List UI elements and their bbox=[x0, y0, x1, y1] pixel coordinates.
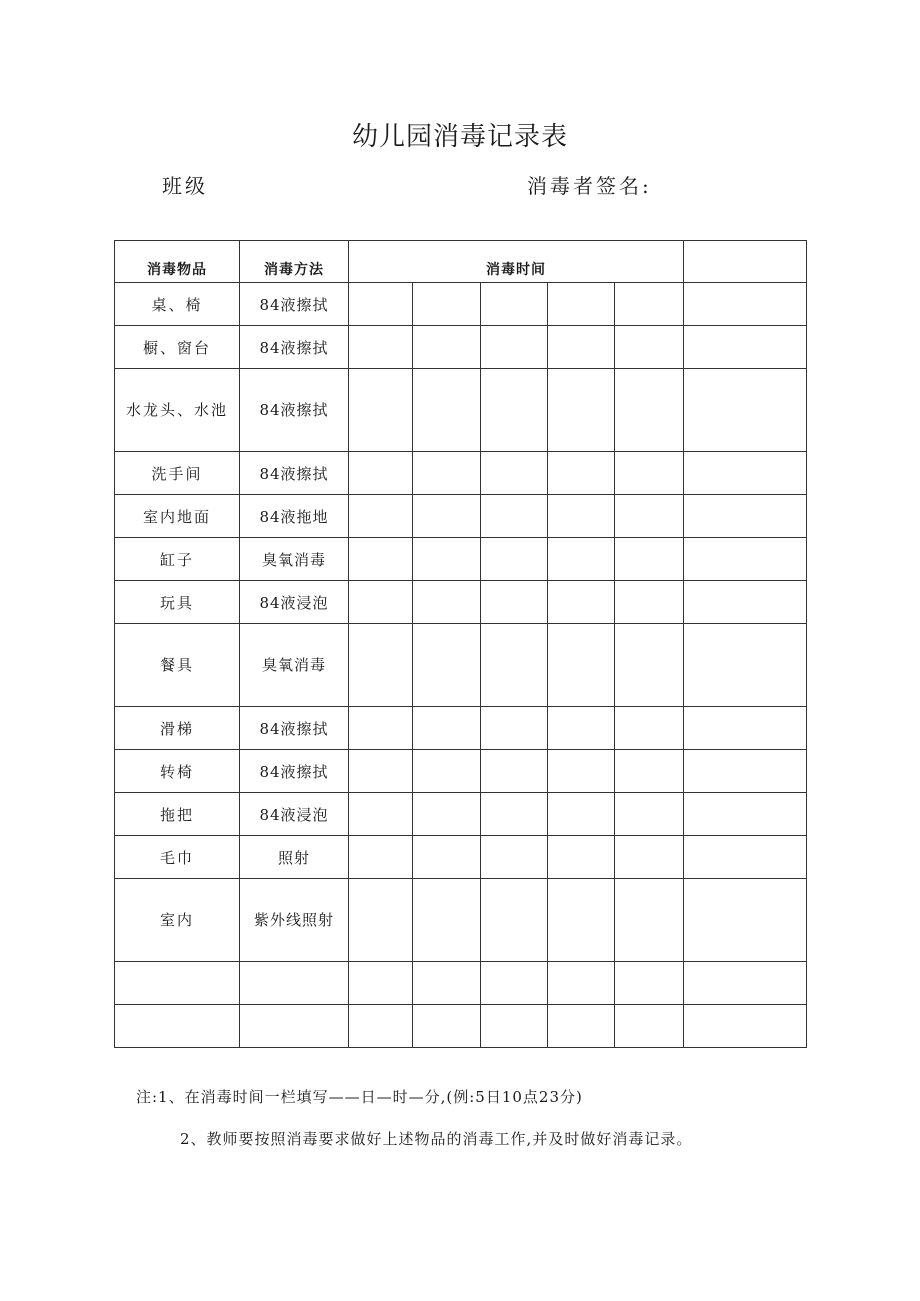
time-cell[interactable] bbox=[684, 369, 807, 452]
time-cell[interactable] bbox=[615, 707, 684, 750]
item-cell: 毛巾 bbox=[115, 836, 240, 879]
time-cell[interactable] bbox=[413, 879, 481, 962]
time-cell[interactable] bbox=[481, 836, 548, 879]
table-row bbox=[115, 793, 807, 836]
time-cell[interactable] bbox=[413, 793, 481, 836]
time-cell[interactable] bbox=[684, 750, 807, 793]
table-row bbox=[115, 283, 807, 326]
page-title: 幼儿园消毒记录表 bbox=[351, 122, 568, 152]
time-cell[interactable] bbox=[684, 836, 807, 879]
item-cell: 拖把 bbox=[115, 793, 240, 836]
time-cell[interactable] bbox=[548, 581, 615, 624]
table-row bbox=[115, 707, 807, 750]
time-cell[interactable] bbox=[349, 495, 413, 538]
time-cell[interactable] bbox=[349, 624, 413, 707]
method-cell bbox=[240, 962, 349, 1005]
header-extra bbox=[684, 241, 807, 283]
time-cell[interactable] bbox=[615, 793, 684, 836]
time-cell[interactable] bbox=[684, 452, 807, 495]
table-row bbox=[115, 836, 807, 879]
disinfection-table bbox=[114, 240, 807, 1048]
time-cell[interactable] bbox=[413, 326, 481, 369]
time-cell[interactable] bbox=[684, 879, 807, 962]
time-cell[interactable] bbox=[548, 369, 615, 452]
method-cell: 84液擦拭 bbox=[240, 283, 349, 326]
table-row bbox=[115, 495, 807, 538]
time-cell[interactable] bbox=[615, 495, 684, 538]
item-cell: 室内 bbox=[115, 879, 240, 962]
time-cell[interactable] bbox=[413, 452, 481, 495]
time-cell[interactable] bbox=[615, 1005, 684, 1048]
item-cell: 水龙头、水池 bbox=[115, 369, 240, 452]
time-cell[interactable] bbox=[548, 624, 615, 707]
time-cell[interactable] bbox=[413, 1005, 481, 1048]
table-row bbox=[115, 452, 807, 495]
item-cell: 玩具 bbox=[115, 581, 240, 624]
method-cell: 84液浸泡 bbox=[240, 581, 349, 624]
method-cell: 紫外线照射 bbox=[240, 879, 349, 962]
time-cell[interactable] bbox=[548, 750, 615, 793]
class-label: 班级 bbox=[162, 174, 208, 198]
time-cell[interactable] bbox=[548, 707, 615, 750]
time-cell[interactable] bbox=[413, 624, 481, 707]
time-cell[interactable] bbox=[349, 707, 413, 750]
time-cell[interactable] bbox=[615, 879, 684, 962]
time-cell[interactable] bbox=[615, 581, 684, 624]
header-time: 消毒时间 bbox=[349, 241, 684, 283]
method-cell: 84液擦拭 bbox=[240, 369, 349, 452]
time-cell[interactable] bbox=[413, 750, 481, 793]
item-cell: 橱、窗台 bbox=[115, 326, 240, 369]
note-1: 注:1、在消毒时间一栏填写——日—时—分,(例:5日10点23分) bbox=[136, 1088, 583, 1106]
time-cell[interactable] bbox=[481, 283, 548, 326]
time-cell[interactable] bbox=[548, 326, 615, 369]
item-cell: 桌、椅 bbox=[115, 283, 240, 326]
time-cell[interactable] bbox=[349, 538, 413, 581]
item-cell: 转椅 bbox=[115, 750, 240, 793]
time-cell[interactable] bbox=[548, 452, 615, 495]
time-cell[interactable] bbox=[615, 326, 684, 369]
method-cell: 照射 bbox=[240, 836, 349, 879]
time-cell[interactable] bbox=[481, 538, 548, 581]
table-row bbox=[115, 581, 807, 624]
item-cell: 餐具 bbox=[115, 624, 240, 707]
method-cell: 84液浸泡 bbox=[240, 793, 349, 836]
time-cell[interactable] bbox=[349, 452, 413, 495]
time-cell[interactable] bbox=[413, 581, 481, 624]
time-cell[interactable] bbox=[548, 1005, 615, 1048]
time-cell[interactable] bbox=[615, 283, 684, 326]
item-cell bbox=[115, 1005, 240, 1048]
time-cell[interactable] bbox=[684, 793, 807, 836]
time-cell[interactable] bbox=[615, 624, 684, 707]
time-cell[interactable] bbox=[413, 707, 481, 750]
time-cell[interactable] bbox=[413, 283, 481, 326]
table-row bbox=[115, 1005, 807, 1048]
time-cell[interactable] bbox=[481, 962, 548, 1005]
time-cell[interactable] bbox=[349, 793, 413, 836]
time-cell[interactable] bbox=[548, 836, 615, 879]
time-cell[interactable] bbox=[349, 750, 413, 793]
table-header-row bbox=[115, 241, 807, 283]
time-cell[interactable] bbox=[615, 452, 684, 495]
time-cell[interactable] bbox=[349, 369, 413, 452]
time-cell[interactable] bbox=[349, 879, 413, 962]
time-cell[interactable] bbox=[413, 495, 481, 538]
item-cell: 滑梯 bbox=[115, 707, 240, 750]
time-cell[interactable] bbox=[548, 538, 615, 581]
time-cell[interactable] bbox=[413, 538, 481, 581]
signer-label: 消毒者签名: bbox=[527, 174, 652, 198]
time-cell[interactable] bbox=[481, 369, 548, 452]
time-cell[interactable] bbox=[481, 495, 548, 538]
table-row bbox=[115, 624, 807, 707]
time-cell[interactable] bbox=[615, 962, 684, 1005]
time-cell[interactable] bbox=[548, 793, 615, 836]
table-row bbox=[115, 326, 807, 369]
time-cell[interactable] bbox=[413, 962, 481, 1005]
time-cell[interactable] bbox=[615, 369, 684, 452]
item-cell: 缸子 bbox=[115, 538, 240, 581]
time-cell[interactable] bbox=[684, 962, 807, 1005]
time-cell[interactable] bbox=[349, 1005, 413, 1048]
time-cell[interactable] bbox=[548, 879, 615, 962]
time-cell[interactable] bbox=[481, 879, 548, 962]
time-cell[interactable] bbox=[481, 581, 548, 624]
table-row bbox=[115, 750, 807, 793]
time-cell[interactable] bbox=[481, 707, 548, 750]
table-row bbox=[115, 879, 807, 962]
time-cell[interactable] bbox=[684, 624, 807, 707]
time-cell[interactable] bbox=[481, 452, 548, 495]
time-cell[interactable] bbox=[349, 581, 413, 624]
time-cell[interactable] bbox=[684, 581, 807, 624]
method-cell: 84液擦拭 bbox=[240, 707, 349, 750]
item-cell: 洗手间 bbox=[115, 452, 240, 495]
time-cell[interactable] bbox=[481, 326, 548, 369]
method-cell: 臭氧消毒 bbox=[240, 624, 349, 707]
item-cell bbox=[115, 962, 240, 1005]
table-row bbox=[115, 538, 807, 581]
time-cell[interactable] bbox=[684, 1005, 807, 1048]
time-cell[interactable] bbox=[548, 283, 615, 326]
time-cell[interactable] bbox=[481, 1005, 548, 1048]
time-cell[interactable] bbox=[684, 283, 807, 326]
time-cell[interactable] bbox=[349, 962, 413, 1005]
time-cell[interactable] bbox=[481, 624, 548, 707]
header-item: 消毒物品 bbox=[115, 241, 240, 283]
time-cell[interactable] bbox=[615, 750, 684, 793]
time-cell[interactable] bbox=[349, 283, 413, 326]
method-cell: 84液擦拭 bbox=[240, 452, 349, 495]
method-cell: 臭氧消毒 bbox=[240, 538, 349, 581]
table-row bbox=[115, 962, 807, 1005]
header-method: 消毒方法 bbox=[240, 241, 349, 283]
time-cell[interactable] bbox=[413, 836, 481, 879]
method-cell: 84液擦拭 bbox=[240, 326, 349, 369]
method-cell: 84液擦拭 bbox=[240, 750, 349, 793]
time-cell[interactable] bbox=[548, 962, 615, 1005]
time-cell[interactable] bbox=[684, 495, 807, 538]
time-cell[interactable] bbox=[548, 495, 615, 538]
time-cell[interactable] bbox=[413, 369, 481, 452]
time-cell[interactable] bbox=[684, 326, 807, 369]
table-row bbox=[115, 369, 807, 452]
time-cell[interactable] bbox=[684, 538, 807, 581]
time-cell[interactable] bbox=[481, 750, 548, 793]
time-cell[interactable] bbox=[349, 326, 413, 369]
time-cell[interactable] bbox=[684, 707, 807, 750]
time-cell[interactable] bbox=[481, 793, 548, 836]
method-cell bbox=[240, 1005, 349, 1048]
time-cell[interactable] bbox=[615, 538, 684, 581]
time-cell[interactable] bbox=[349, 836, 413, 879]
time-cell[interactable] bbox=[615, 836, 684, 879]
note-2: 2、教师要按照消毒要求做好上述物品的消毒工作,并及时做好消毒记录。 bbox=[180, 1130, 693, 1148]
item-cell: 室内地面 bbox=[115, 495, 240, 538]
method-cell: 84液拖地 bbox=[240, 495, 349, 538]
